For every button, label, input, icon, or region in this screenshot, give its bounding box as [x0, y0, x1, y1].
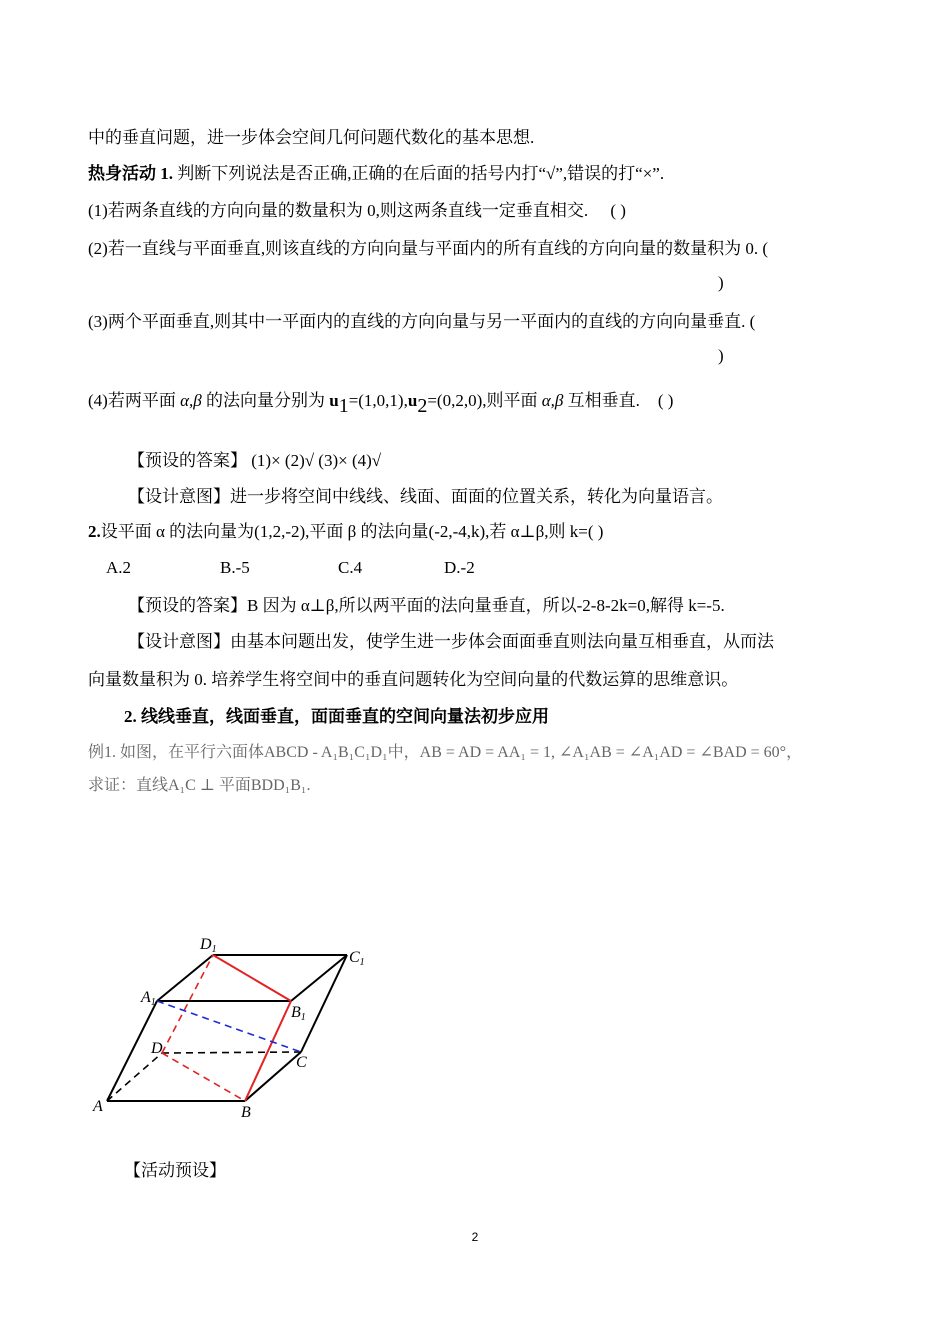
warmup-answer [128, 449, 381, 473]
item-4-tail: 互相垂直. [563, 391, 640, 410]
solid-black-edges [107, 955, 347, 1101]
item-1-text: (1)若两条直线的方向向量的数量积为 0,则这两条直线一定垂直相交. [88, 201, 589, 220]
edge-d-b [162, 1053, 245, 1101]
warmup-item-1 [88, 199, 626, 223]
u1-subscript: 1 [338, 395, 349, 417]
item-4-greek: α,β [180, 391, 202, 410]
example-line-2: 求证：直线A₁C ⊥ 平面BDD₁B₁. [88, 777, 311, 794]
q2-text: 设平面 α 的法向量为(1,2,-2),平面 β 的法向量(-2,-4,k),若 α⊥β,则 k=( ) [100, 522, 604, 541]
label-c1: C1 [349, 949, 365, 968]
u1-vector: u [329, 391, 339, 410]
label-c: C [296, 1054, 307, 1071]
page-number: 2 [471, 1230, 479, 1244]
q2-intent-text-1: 由基本问题出发，使学生进一步体会面面垂直则法向量互相垂直，从而法 [230, 632, 774, 651]
item-4-pre: (4)若两平面 [88, 391, 181, 410]
label-d1: D1 [200, 936, 217, 955]
u2-subscript: 2 [417, 395, 428, 417]
label-a: A [93, 1098, 103, 1115]
q2-line [88, 520, 603, 544]
edge-b1-b [245, 1001, 291, 1101]
red-solid-edges [213, 955, 291, 1101]
q2-answer [128, 594, 725, 618]
answer-text: (1)× (2)√ (3)× (4)√ [247, 451, 382, 470]
q2-intent-2: 向量数量积为 0. 培养学生将空间中的垂直问题转化为空间向量的代数运算的思维意识。 [88, 670, 739, 689]
activity-label: 【活动预设】 [124, 1161, 226, 1180]
edge-a-a1 [107, 1001, 157, 1101]
warmup-heading: 热身活动 1. [88, 164, 173, 183]
u2-vector: u [407, 391, 418, 410]
label-a1: A1 [141, 989, 156, 1008]
parallelepiped-figure [80, 925, 390, 1130]
intro-tail: 中的垂直问题，进一步体会空间几何问题代数化的基本思想. [88, 128, 535, 147]
q2-intent-label: 【设计意图】 [128, 632, 230, 651]
edge-d-c [162, 1052, 301, 1053]
item-4-paren: ( ) [657, 391, 674, 410]
u1-value: =(1,0,1), [348, 391, 408, 410]
q2-intent-1 [128, 630, 774, 654]
intent-text: 进一步将空间中线线、线面、面面的位置关系，转化为向量语言。 [230, 487, 723, 506]
edge-a1-d1 [157, 955, 213, 1001]
q2-num: 2. [88, 522, 101, 541]
item-3-close: ) [718, 346, 724, 365]
edge-c-c1 [301, 955, 347, 1052]
warmup-instruction: 判断下列说法是否正确,正确的在后面的括号内打“√”,错误的打“×”. [177, 164, 665, 183]
label-b1: B1 [291, 1004, 306, 1023]
q2-option-a: A.2 [106, 558, 132, 577]
edge-d-d1 [162, 955, 213, 1053]
label-d: D [151, 1040, 163, 1057]
edge-b-c [245, 1052, 301, 1101]
q2-option-b: B.-5 [220, 558, 250, 577]
intent-label: 【设计意图】 [128, 487, 230, 506]
warmup-item-2: (2)若一直线与平面垂直,则该直线的方向向量与平面内的所有直线的方向向量的数量积为 0. ( [88, 239, 768, 258]
warmup-intent [128, 485, 723, 509]
edge-a-d [107, 1053, 162, 1101]
q2-answer-label: 【预设的答案】 [128, 596, 247, 615]
q2-option-c: C.4 [338, 558, 363, 577]
item-4-greek2: α,β [541, 391, 564, 410]
example-line-1: 例1. 如图，在平行六面体ABCD - A₁B₁C₁D₁中，AB = AD = AA₁ = 1, ∠A₁AB = ∠A₁AD = ∠BAD = 60°， [88, 744, 803, 761]
label-b: B [241, 1104, 251, 1121]
warmup-heading-line [88, 162, 664, 186]
warmup-item-4 [88, 389, 673, 418]
q2-option-d: D.-2 [444, 558, 475, 577]
item-1-paren: ( ) [610, 201, 626, 220]
section-title: 2. 线线垂直，线面垂直，面面垂直的空间向量法初步应用 [124, 707, 549, 726]
warmup-item-3: (3)两个平面垂直,则其中一平面内的直线的方向向量与另一平面内的直线的方向向量垂直. ( [88, 312, 756, 331]
answer-label: 【预设的答案】 [128, 451, 247, 470]
edge-b1-c1 [291, 955, 347, 1001]
item-2-close: ) [718, 273, 724, 292]
u2-value: =(0,2,0),则平面 [427, 391, 542, 410]
red-dashed-edges [162, 955, 245, 1101]
item-4-mid: 的法向量分别为 [201, 391, 330, 410]
q2-answer-text: B 因为 α⊥β,所以两平面的法向量垂直，所以-2-8-2k=0,解得 k=-5. [247, 596, 725, 615]
edge-d1-b1 [213, 955, 291, 1001]
